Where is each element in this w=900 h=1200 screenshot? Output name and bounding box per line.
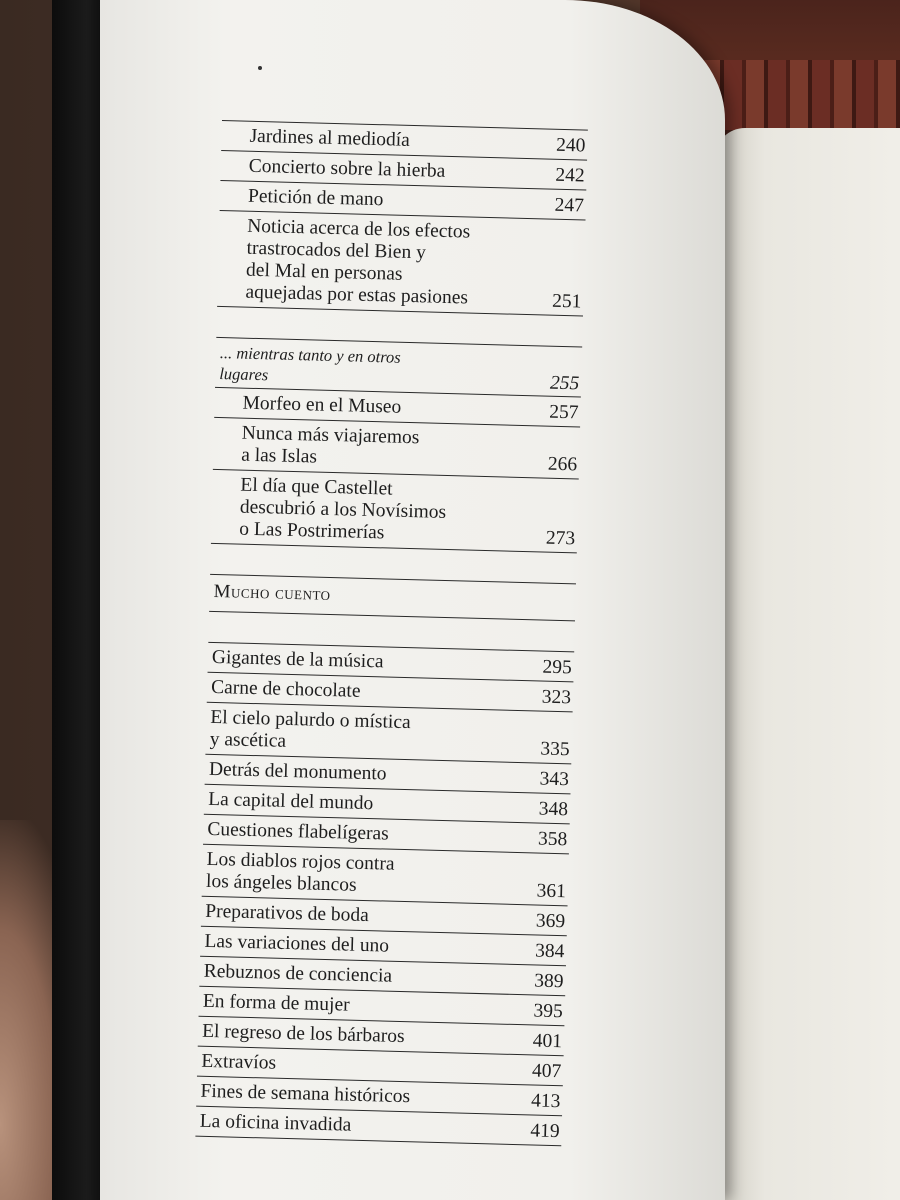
toc-entry-title: El cielo palurdo o mística xyxy=(210,706,411,734)
toc-entry-page: 389 xyxy=(534,970,564,993)
toc-entry-title: Jardines al mediodía xyxy=(249,125,411,151)
page-mark xyxy=(258,66,262,70)
toc-entry-page: 240 xyxy=(555,134,586,157)
toc-entry-title: En forma de mujer xyxy=(202,990,350,1016)
toc-entry xyxy=(202,845,569,907)
toc-entry-title: Rebuznos de conciencia xyxy=(203,960,393,987)
toc-entry-title: Nunca más viajaremos xyxy=(241,422,420,449)
toc-entry-title: los ángeles blancos xyxy=(205,870,357,896)
toc-entry-title: Preparativos de boda xyxy=(205,900,370,927)
toc-top-list xyxy=(217,121,588,317)
toc-entry-title: Concierto sobre la hierba xyxy=(248,155,446,182)
section-mientras-line-2: lugares xyxy=(219,364,269,385)
toc-entry xyxy=(213,418,580,480)
toc-entry xyxy=(205,703,572,765)
toc-entry-page: 407 xyxy=(531,1060,562,1083)
toc-entry-page: 242 xyxy=(555,164,585,187)
toc-entry xyxy=(211,470,579,554)
toc-entry-page: 419 xyxy=(530,1120,560,1143)
toc-entry-title: Morfeo en el Museo xyxy=(242,392,402,418)
toc-entry-title: La capital del mundo xyxy=(207,788,374,815)
toc-entry-title: Fines de semana históricos xyxy=(200,1080,411,1108)
toc-entry-title: o Las Postrimerías xyxy=(239,518,385,544)
toc-entry-page: 323 xyxy=(541,686,572,709)
toc-entry-title: trastrocados del Bien y xyxy=(246,237,427,264)
section-mientras-page: 255 xyxy=(549,372,580,395)
toc-entry-title: aquejadas por estas pasiones xyxy=(245,281,469,309)
toc-entry-title: Noticia acerca de los efectos xyxy=(246,215,471,243)
table-of-contents xyxy=(195,120,587,1146)
toc-entry-title: Los diablos rojos contra xyxy=(206,848,395,875)
toc-entry-page: 295 xyxy=(542,656,573,679)
section-mientras-line-1: ... mientras tanto y en otros xyxy=(219,343,401,367)
toc-entry-title: a las Islas xyxy=(240,444,318,468)
toc-entry-title: Petición de mano xyxy=(247,185,384,211)
toc-entry-page: 335 xyxy=(540,738,570,761)
toc-entry-title: Las variaciones del uno xyxy=(204,930,390,957)
toc-entry-title: La oficina invadida xyxy=(199,1110,352,1136)
toc-entry-title: Extravíos xyxy=(201,1050,277,1074)
toc-entry-page: 247 xyxy=(554,194,585,217)
toc-entry-page: 361 xyxy=(536,880,567,903)
toc-entry-page: 384 xyxy=(534,940,565,963)
toc-mucho-list xyxy=(195,643,574,1146)
toc-entry-page: 273 xyxy=(545,527,576,550)
toc-entry-page: 266 xyxy=(547,453,578,476)
toc-entry-page: 413 xyxy=(530,1090,561,1113)
toc-entry-page: 369 xyxy=(535,910,566,933)
section-mucho-heading: Mucho cuento xyxy=(209,575,576,622)
toc-entry-title: y ascética xyxy=(209,728,287,752)
toc-entry-title: El día que Castellet xyxy=(240,474,393,500)
toc-entry-page: 257 xyxy=(548,401,579,424)
toc-entry-page: 358 xyxy=(537,828,568,851)
toc-entry-title: descubrió a los Novísimos xyxy=(239,496,447,523)
toc-entry-title: El regreso de los bárbaros xyxy=(201,1020,405,1048)
toc-entry-page: 395 xyxy=(533,1000,564,1023)
toc-entry-page: 348 xyxy=(538,798,569,821)
toc-entry xyxy=(217,211,585,317)
toc-entry-title: Carne de chocolate xyxy=(210,676,361,702)
toc-entry-title: del Mal en personas xyxy=(245,259,403,285)
toc-entry-title: Gigantes de la música xyxy=(211,646,384,673)
right-page xyxy=(715,128,900,1200)
toc-mientras-list xyxy=(211,388,581,554)
toc-entry-page: 343 xyxy=(539,768,570,791)
toc-entry-page: 251 xyxy=(551,290,582,313)
toc-entry-title: Cuestiones flabelígeras xyxy=(207,818,390,845)
toc-entry-title: Detrás del monumento xyxy=(208,758,387,785)
toc-entry-page: 401 xyxy=(532,1030,563,1053)
